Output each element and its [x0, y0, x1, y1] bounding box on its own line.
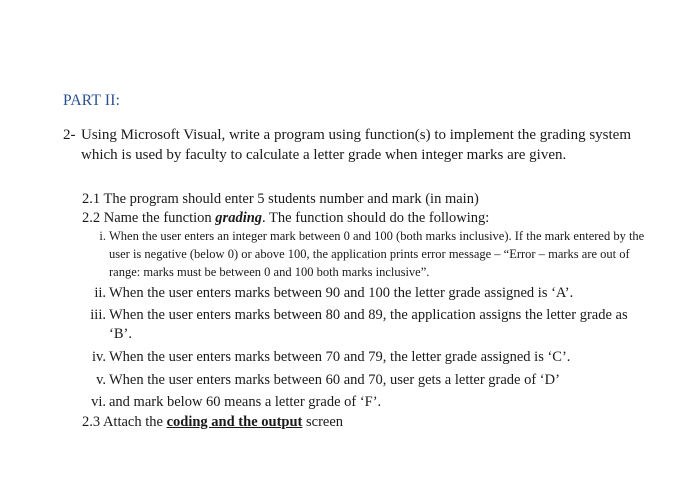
list-item — [85, 348, 645, 367]
list-item-text: When the user enters marks between 70 and 79, the letter grade assigned is ‘C’. — [109, 349, 571, 365]
list-item — [85, 393, 645, 412]
list-item-text: When the user enters marks between 90 and 100 the letter grade assigned is ‘A’. — [109, 285, 574, 301]
list-item-numeral: i. — [99, 229, 106, 243]
subsection-2-2-suffix: . The function should do the following: — [262, 210, 490, 226]
list-item-numeral: ii. — [94, 285, 106, 301]
list-item — [85, 371, 645, 390]
part-title: PART II: — [63, 92, 121, 109]
list-item-text: When the user enters an integer mark between 0 and 100 (both marks inclusive). If the mark entered by the user is negative (below 0) or above 100, the application prints error message – “Error – marks are out of range: marks must be between 0 and 100 both marks inclusive”. — [109, 229, 645, 279]
question-text: Using Microsoft Visual, write a program using function(s) to implement the grading system which is used by faculty to calculate a letter grade when integer marks are given. — [81, 127, 631, 163]
list-item-numeral: vi. — [91, 394, 106, 410]
list-item-text: and mark below 60 means a letter grade of ‘F’. — [109, 394, 382, 410]
list-item — [85, 306, 645, 344]
function-name: grading — [215, 210, 263, 226]
list-item-numeral: iv. — [92, 349, 106, 365]
subsection-2-3-suffix: screen — [302, 414, 344, 430]
list-item — [85, 284, 645, 303]
coding-output-emphasis: coding and the output — [166, 414, 303, 430]
list-item-numeral: v. — [96, 372, 106, 388]
list-item-numeral: iii. — [90, 307, 106, 323]
subsection-2-2-prefix: 2.2 Name the function — [82, 210, 216, 226]
list-item-text: When the user enters marks between 60 and 70, user gets a letter grade of ‘D’ — [109, 372, 560, 388]
question-number: 2- — [63, 127, 76, 143]
subsection-2-3-prefix: 2.3 Attach the — [82, 414, 167, 430]
subsection-2-1: 2.1 The program should enter 5 students number and mark (in main) — [82, 191, 479, 207]
requirements-list — [85, 227, 645, 412]
question-2 — [63, 125, 663, 165]
list-item — [85, 227, 645, 281]
list-item-text: When the user enters marks between 80 and 89, the application assigns the letter grade as ‘B’. — [109, 307, 628, 342]
subsection-2-3 — [82, 413, 343, 432]
subsection-2-2 — [82, 209, 489, 228]
